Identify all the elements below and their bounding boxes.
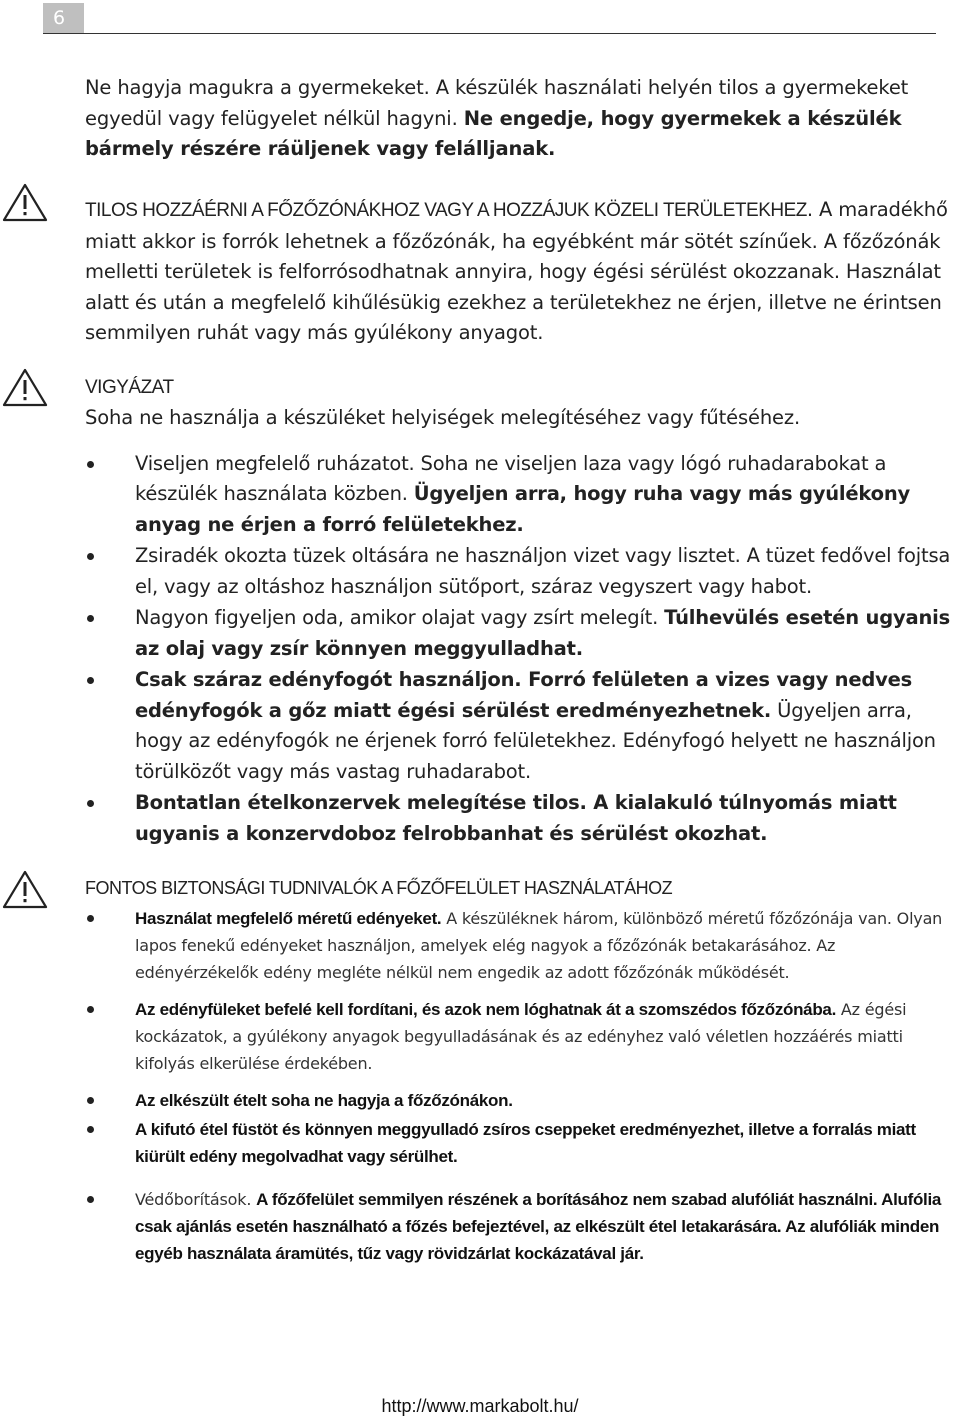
header-rule	[43, 33, 936, 34]
list-item: Védőborítások. A főzőfelület semmilyen részének a borításához nem szabad alufóliát használni. Alufólia csak ajánlás esetén használható a főzés befejeztével, az elkészült étel letakarására. Az alufóliák minden egyéb használata áramütés, tűz vagy rövidzárlat kockázatával jár.	[85, 1186, 956, 1267]
cooktop-safety-heading: FONTOS BIZTONSÁGI TUDNIVALÓK A FŐZŐFELÜLET HASZNÁLATÁHOZ	[85, 878, 673, 898]
list-item: A kifutó étel füstöt és könnyen meggyulladó zsíros cseppeket eredményezhet, illetve a forralás miatt kiürült edény megolvadhat vagy sérülhet.	[85, 1116, 956, 1170]
list-item: Nagyon figyeljen oda, amikor olajat vagy zsírt melegít. Túlhevülés esetén ugyanis az olaj vagy zsír könnyen meggyulladhat.	[85, 603, 956, 664]
warning-triangle-icon	[2, 182, 48, 222]
list-item: Viseljen megfelelő ruházatot. Soha ne viseljen laza vagy lógó ruhadarabokat a készülék használata közben. Ügyeljen arra, hogy ruha vagy más gyúlékony anyag ne érjen a forró felületekhez.	[85, 449, 956, 541]
hot-zones-heading: TILOS HOZZÁÉRNI A FŐZŐZÓNÁKHOZ VAGY A HOZZÁJUK KÖZELI TERÜLETEKHEZ	[85, 200, 807, 221]
intro-bold: Ne engedje, hogy gyermekek a készülék bármely részére ráüljenek vagy felálljanak.	[85, 106, 902, 160]
hot-zones-text: . A maradékhő miatt akkor is forrók lehetnek a főzőzónák, ha egyébként már sötét színűek. A főzőzónák melletti területek is felforrósodhatnak annyira, hogy égési sérülést okozzanak. Használat alatt és után a megfelelő kihűlésükig ezekhez a területekhez ne érjen, illetve ne érintsen semmilyen ruhát vagy más gyúlékony anyagot.	[85, 198, 948, 344]
intro-normal: Ne hagyja magukra a gyermekeket. A készülék használati helyén tilos a gyermekeket egyedül vagy felügyelet nélkül hagyni.	[85, 76, 909, 130]
caution-section	[85, 373, 956, 850]
list-item: Az elkészült ételt soha ne hagyja a főzőzónákon.	[85, 1087, 956, 1114]
cooktop-safety-section	[85, 876, 956, 1267]
caution-list	[85, 449, 956, 850]
caution-text: Soha ne használja a készüléket helyiségek melegítéséhez vagy fűtéséhez.	[85, 406, 801, 429]
warning-triangle-icon	[2, 367, 48, 407]
list-item: Bontatlan ételkonzervek melegítése tilos. A kialakuló túlnyomás miatt ugyanis a konzervdoboz felrobbanhat és sérülést okozhat.	[85, 788, 956, 849]
list-item: Használat megfelelő méretű edényeket. A készüléknek három, különböző méretű főzőzónája van. Olyan lapos fenekű edényeket használjon, amelyek elég nagyok a főzőzónák betakarásához. Az edényérzékelők edény megléte nélkül nem engedik az adott főzőzónák működését.	[85, 905, 956, 986]
footer-url: http://www.markabolt.hu/	[381, 1396, 579, 1416]
page-number: 6	[43, 3, 84, 33]
intro-paragraph	[85, 73, 956, 165]
caution-heading: VIGYÁZAT	[85, 377, 174, 398]
warning-triangle-icon	[2, 869, 48, 909]
list-item: Csak száraz edényfogót használjon. Forró felületen a vizes vagy nedves edényfogók a gőz miatt égési sérülést eredményezhetnek. Ügyeljen arra, hogy az edényfogók ne érjenek forró felületekhez. Edényfogó helyett ne használjon törülközőt vagy más vastag ruhadarabot.	[85, 665, 956, 787]
hot-zones-paragraph	[85, 195, 956, 349]
cooktop-safety-list	[85, 905, 956, 1267]
list-item: Az edényfüleket befelé kell fordítani, és azok nem lóghatnak át a szomszédos főzőzónába. Az égési kockázatok, a gyúlékony anyagok begyulladásának és az edényhez való véletlen hozzáérés miatti kifolyás elkerülése érdekében.	[85, 996, 956, 1077]
list-item: Zsiradék okozta tüzek oltására ne használjon vizet vagy lisztet. A tüzet fedővel fojtsa el, vagy az oltáshoz használjon sütőport, száraz vegyszert vagy habot.	[85, 541, 956, 602]
